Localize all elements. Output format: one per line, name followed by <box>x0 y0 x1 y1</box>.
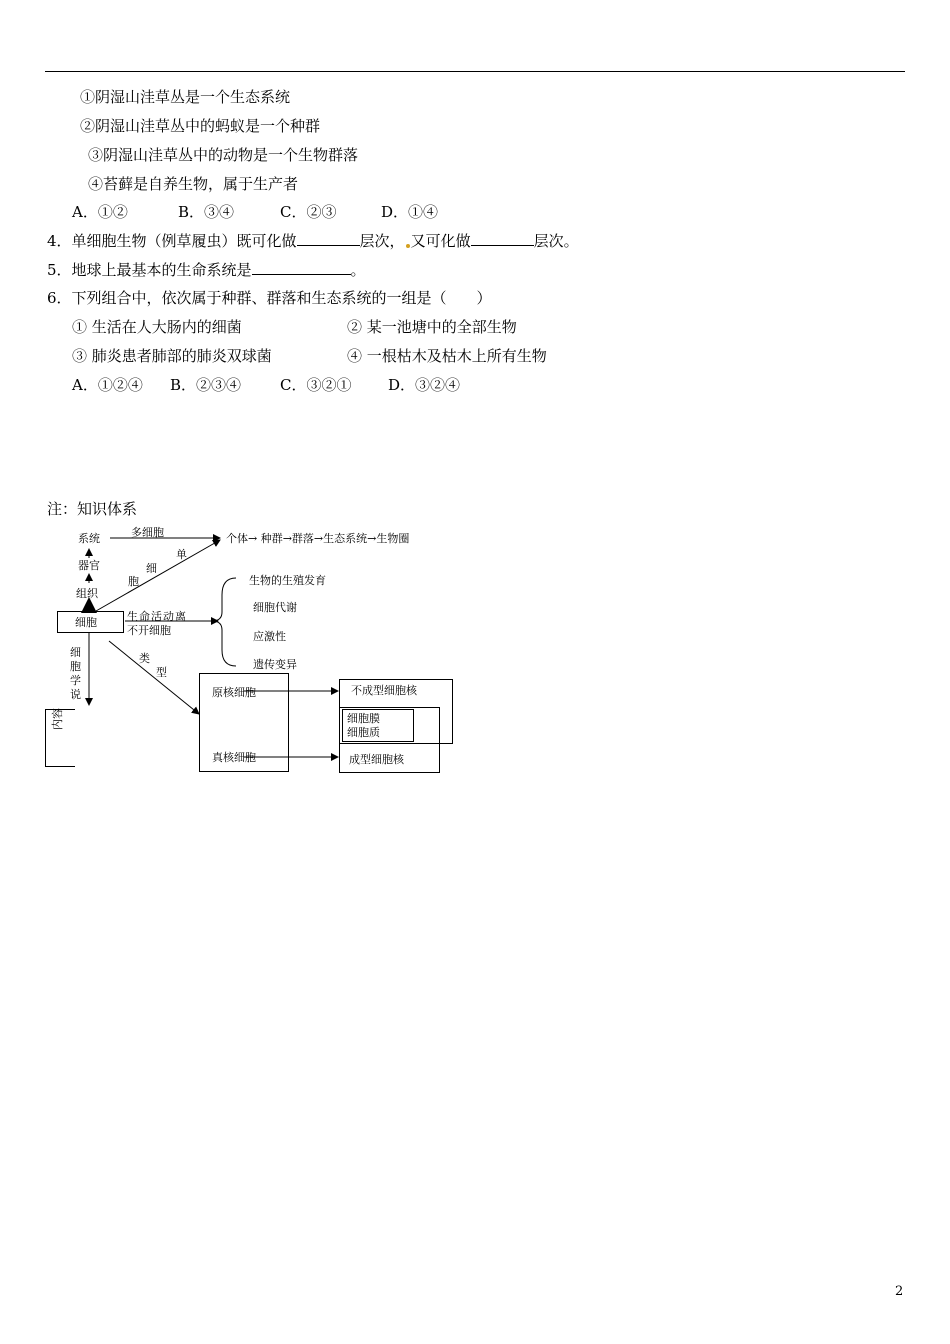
life-activity-label-1: 生命活动离 <box>127 610 187 623</box>
tissue-label: 组织 <box>76 587 98 600</box>
multicell-label: 多细胞 <box>131 526 164 539</box>
q4-text-1: 4．单细胞生物（例草履虫）既可化做 <box>47 232 297 250</box>
q5-text-1: 5．地球上最基本的生命系统是 <box>47 261 252 279</box>
life-activity-label-2: 不开细胞 <box>127 624 171 637</box>
type-char-1: 类 <box>139 652 150 665</box>
brace-icon <box>214 578 236 666</box>
cell-box <box>57 611 124 633</box>
q3-option-d: D．①④ <box>381 203 439 221</box>
cell-theory-label: 细胞学说 <box>70 646 81 701</box>
cytoplasm-label: 细胞质 <box>347 726 380 739</box>
q4-text-3: 又可化做 <box>410 232 471 250</box>
q6-option-a: A．①②④ <box>72 376 143 394</box>
q6-option-b: B．②③④ <box>170 376 242 394</box>
question-6-stem: 6．下列组合中，依次属于种群、群落和生态系统的一组是（ ） <box>47 289 492 307</box>
activity-3: 应激性 <box>253 630 286 643</box>
q5-text-2: 。 <box>350 261 366 279</box>
q4-text-2: 层次， <box>359 232 405 250</box>
hierarchy-label: 个体→ 种群→群落→生态系统→生物圈 <box>226 532 410 545</box>
unicell-char-1: 单 <box>176 548 187 561</box>
organ-label: 器官 <box>78 559 100 572</box>
type-char-2: 型 <box>156 666 167 679</box>
q3-item-3: ③阴湿山洼草丛中的动物是一个生物群落 <box>88 146 359 164</box>
prokaryote-label: 原核细胞 <box>212 686 256 699</box>
activity-4: 遗传变异 <box>253 658 297 671</box>
unicell-char-2: 细 <box>146 562 157 575</box>
q3-option-c: C．②③ <box>280 203 337 221</box>
q4-text-4: 层次。 <box>533 232 579 250</box>
q6-option-d: D．③②④ <box>388 376 461 394</box>
q6-item-1: ① 生活在人大肠内的细菌 <box>72 318 242 336</box>
q3-item-1: ①阴湿山洼草丛是一个生态系统 <box>80 88 291 106</box>
membrane-label: 细胞膜 <box>347 712 380 725</box>
page-number: 2 <box>895 1284 904 1299</box>
content-label: 内容 <box>51 708 64 730</box>
q6-item-2: ② 某一池塘中的全部生物 <box>347 318 517 336</box>
nucleus-label: 成型细胞核 <box>349 753 404 766</box>
q6-option-c: C．③②① <box>280 376 352 394</box>
q6-item-4: ④ 一根枯木及枯木上所有生物 <box>347 347 547 365</box>
unicell-char-3: 胞 <box>128 575 139 588</box>
type-arrow <box>109 641 199 714</box>
no-nucleus-label: 不成型细胞核 <box>351 684 417 697</box>
q3-item-2: ②阴湿山洼草丛中的蚂蚁是一个种群 <box>80 117 321 135</box>
activity-1: 生物的生殖发育 <box>249 574 326 587</box>
q3-item-4: ④苔藓是自养生物，属于生产者 <box>88 175 299 193</box>
eukaryote-label: 真核细胞 <box>212 751 256 764</box>
system-label: 系统 <box>78 532 100 545</box>
note-title: 注：知识体系 <box>47 500 138 518</box>
q6-item-3: ③ 肺炎患者肺部的肺炎双球菌 <box>72 347 272 365</box>
q3-option-a: A．①② <box>72 203 128 221</box>
activity-2: 细胞代谢 <box>253 601 297 614</box>
q3-option-b: B．③④ <box>178 203 235 221</box>
unicell-arrow <box>96 540 220 611</box>
cell-label: 细胞 <box>75 616 97 629</box>
